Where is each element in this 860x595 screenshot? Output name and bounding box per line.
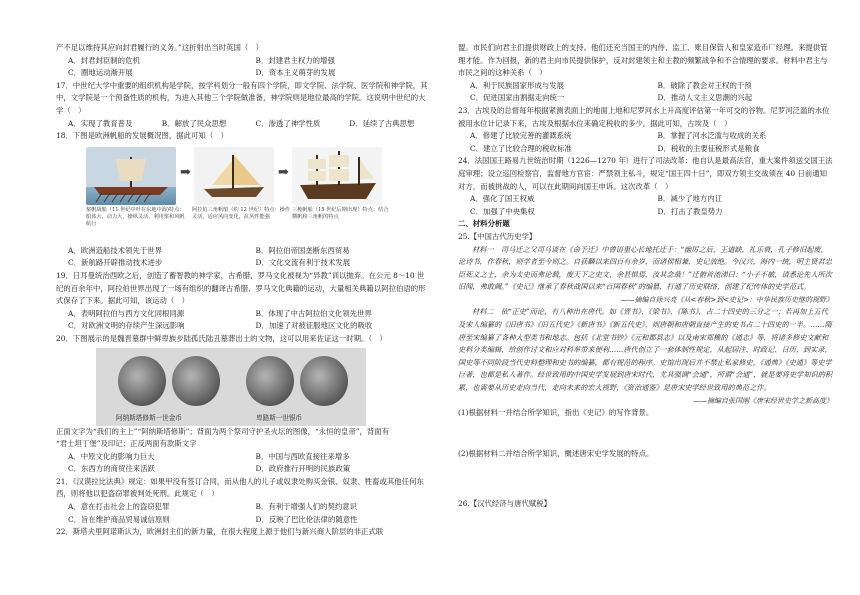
q26-title: 26.【汉代经济与唐代赋税】 [458, 499, 552, 509]
gold-coin-front-image [118, 356, 166, 406]
dhow-ship-image [194, 147, 274, 205]
q22-stem: 22．斯塔夫里阿诺斯认为，欧洲封主们的新力量，在很大程度上源于他们与新兴商人阶层的非正式联 [56, 527, 384, 537]
silver-coin-front-image [246, 356, 294, 406]
q17-options [56, 118, 431, 131]
q20-option-a[interactable]: A．中原文化的影响力巨大 [68, 451, 155, 461]
q22-option-c[interactable]: C．促进国家由割据走向统一 [470, 93, 565, 103]
q20-desc-line1: 正面文字为“我们的主上”“阿纳斯塔修斯”；背面为两个祭司守护圣火坛的图像，“永恒的皇帝”，背面有 [56, 426, 390, 436]
q22-options-row2 [458, 92, 833, 105]
q19-option-a[interactable]: A．表明阿拉伯与西方文化同根同源 [68, 308, 185, 318]
q16-option-d[interactable]: D．资本主义萌芽的发展 [255, 68, 336, 78]
q24-stem: 24．法国国王路易九世统治时期（1226—1270 年）进行了司法改革：他自认是最高法官，重大案件须送交国王法庭审理；设立巡回检察官，监督地方官宦：严禁领主私斗，规定“国王四十日”，即双方领主交战须在 40 日前通知对方，而被挑战的人，可以在此期间向国王申诉。这次改革（ ） [458, 156, 833, 191]
q18-option-b[interactable]: B．阿拉伯帝国垄断东西贸易 [255, 245, 350, 255]
q17-option-a[interactable]: A．实现了教育普及 [68, 118, 133, 128]
q17-stem: 17．中世纪大学中重要的组织机构是学院，按学科划分一般有四个学院，即文学院、法学院、医学院和神学院，其中，文学院是一个预备性质的机构，为进入其他三个学院做准备，神学院则是地位最高的学院。这说明中世纪的大学（ ） [56, 80, 428, 115]
q19-option-b[interactable]: B．体现了中古阿拉伯文化领先世界 [255, 308, 372, 318]
q20-option-b[interactable]: B．中国与西欧直接往来增多 [255, 451, 350, 461]
three-mast-caption: 三桅帆船（15 世纪后期出现）特点：结合横帆和三角帆的特点 [292, 206, 389, 220]
q21-option-a[interactable]: A．意在打击社会上的盗窃犯罪 [68, 502, 170, 512]
silver-coin-caption: 卑路斯一世银币 [256, 413, 303, 422]
q23-options-row1 [458, 130, 833, 143]
q20-option-c[interactable]: C．东西方的商贸往来活跃 [68, 464, 155, 474]
q19-options-row2 [56, 320, 431, 333]
q20-options-row1 [56, 451, 431, 464]
q25-part2: (2)根据材料二并结合所学知识，概述唐宋史学发展的特点。 [458, 448, 654, 458]
sailing-ship-figure [86, 147, 389, 243]
q16-option-b[interactable]: B．封建君主权力的增强 [255, 55, 335, 65]
arrow-right-icon-2: ➡ [278, 164, 289, 180]
q16-options-row2 [56, 67, 431, 80]
q25-title: 25.【中国古代历史学】 [458, 231, 537, 241]
arrow-right-icon: ➡ [180, 164, 191, 180]
q24-options-row1 [458, 193, 833, 206]
answer-space-2[interactable] [458, 460, 833, 498]
q19-option-c[interactable]: C．对欧洲文明的存续产生深远影响 [68, 321, 185, 331]
q24-option-d[interactable]: D．打击了教皇势力 [657, 206, 723, 216]
section-title: 二、材料分析题 [458, 219, 510, 229]
material-one-source: ——摘编自徐兴亮《从<春秋>到<史记>：中华民族历史继的视野》 [620, 295, 833, 304]
coin-figure [96, 348, 366, 426]
q17-option-b[interactable]: B．解放了民众思想 [161, 118, 227, 128]
three-mast-ship-image [292, 147, 382, 205]
material-one: 材料一 司马迁之父司马谈在《命予迁》中曾语重心长地托迁手：“幽厉之后，王道缺，礼乐衰，孔子修旧起废，论诗书，作春秋，则学者至今则之。自获麟以来四百有余岁，而诸侯相兼，史记放绝。今汉兴，海内一统，明主贤君忠臣死义之士，余为太史而弗论载，废天下之史文，余甚惧焉，汝其念哉！”迁俯首流涕曰：“小子不敏，请悉论先人所次旧闻，弗敢阙。”《史记》继承了春秋战国以来“百国春秋”的编篡，打通了历史联络，创建了纪传体的史学范式。 [458, 244, 832, 292]
q18-option-d[interactable]: D．文化交流有利于技术发展 [255, 258, 351, 268]
q23-option-c[interactable]: C．建立了比较合理的税收标准 [470, 143, 572, 153]
q24-option-a[interactable]: A．强化了国王权威 [470, 194, 535, 204]
q16-options-row1 [56, 55, 431, 68]
q23-stem: 23．古埃及的总督每年根据紧测表面上的地面上地和尼罗河水上升高度评估第一年可交的谷物。尼罗河泛滥的水位被用水位计记录下来，古埃及根据水位来确定税收的多少。据此可知，古埃及（ ） [458, 105, 830, 128]
answer-space-1[interactable] [458, 420, 833, 448]
q23-options-row2 [458, 143, 833, 156]
q24-options-row2 [458, 206, 833, 219]
q19-options-row1 [56, 308, 431, 321]
q18-option-c[interactable]: C．新航路开辟推动技术进步 [68, 258, 163, 268]
q16-option-a[interactable]: A．封君封臣制的危机 [68, 55, 140, 65]
q24-option-c[interactable]: C．加强了中央集权 [470, 206, 535, 216]
material-two: 材料二 依“正史”而论，有八种出在唐代。如《晋书》、《梁书》、《陈书》，占二十四史的三分之一；若再加上五代及宋人编纂的《旧唐书》《旧五代史》《新唐书》《新五代史》，则唐朝和唐朝直接产生的史书占二十四史的一半。……隋唐至宋编纂了各种大型类书和地志。包括《北堂书钞》《元和郡县志》以及南宋郑樵的《通志》等，将诸多修史文献和史料分类编辑，给创作讨文和应对科举带来便利……唐代创立了一套体制性规定，从起居注、时政记、日历，到实录，国史等不同阶段当代史料整理和史书的编纂，都有规范的程序。史馆出现后并不禁止私家修史，《通典》《史通》等史学巨著，也都是私人著作。经世致用的中国史学发展到唐宋时代，尤其强调“会通”，所谓“会通”，就是要将史学知识的积累，也需要从历史走向当代，走向未来的宏大视野，《资治通鉴》是唐宋史学经世致用的典范之作。 [458, 307, 833, 393]
q21-option-c[interactable]: C．旨在维护商品贸易诚信原则 [68, 514, 170, 524]
material-two-source: ——摘编自张国刚《唐宋经世史学之新高度》 [693, 396, 833, 405]
q20-stem: 20．下图展示的是魏晋墓群中鲜卑族步陆孤氏陆丑墓葬出土的文物，这可以用来佐证这一时期。（ ） [56, 333, 387, 343]
q23-option-a[interactable]: A．修建了比较完善的灌溉系统 [470, 131, 572, 141]
q22-option-a[interactable]: A．利于民族国家形成与发展 [470, 80, 565, 90]
silver-coin-back-image [300, 356, 348, 406]
gold-coin-caption: 阿纳斯塔修斯一世金币 [116, 413, 182, 422]
q20-options-row2 [56, 463, 431, 476]
q20-desc-line2: “君士坦丁堡”及印记；正反两面有款斯文字 [56, 439, 197, 449]
galley-ship-image [86, 147, 176, 205]
q21-stem: 21．《汉谟拉比法典》规定：如果甲没有签订合同，而从他人的儿子或奴隶处购买金银、奴隶、牲畜或其他任何东西，则将他以犯盗窃罪被判处死刑。此规定（ ） [56, 476, 424, 499]
q22-option-d[interactable]: D．推动人文主义思潮的兴起 [657, 93, 753, 103]
q18-options-row2 [56, 257, 431, 270]
q25-part1: (1)根据材料一并结合所学知识，指出《史记》的写作背景。 [458, 408, 654, 418]
q22-options-row1 [458, 80, 833, 93]
q20-option-d[interactable]: D．政府推行开明的民族政策 [255, 464, 351, 474]
q22-tail: 盟。市民们向君主们提供财政上的支持。他们还充当国王的内侍、监工、账目保管人和皇家造币厂经理。来提供管理才能。作为回报，新的君主向市民提供保护，反对封建领主和主教的频繁战争和不合情理的要求。材料中君主与市民之间的这种关系（ ） [458, 43, 828, 78]
right-column [458, 42, 833, 511]
q17-option-d[interactable]: D．延续了古典思想 [349, 118, 415, 128]
q21-options-row2 [56, 514, 431, 527]
q21-option-b[interactable]: B．有利于增强人们的契约意识 [255, 502, 358, 512]
q21-option-d[interactable]: D．反映了巴比伦法律的随意性 [255, 514, 358, 524]
q19-option-d[interactable]: D．加速了对被征服地区文化的吸收 [255, 321, 373, 331]
galley-caption: 桨帆战船（11 世纪中叶在东地中海)特点：船体大，动力大，操纵灵活，利用桨和风帆航行 [86, 206, 185, 227]
q18-options-row1 [56, 245, 431, 258]
q22-option-b[interactable]: B．破除了教会对王权的干预 [657, 80, 752, 90]
q18-option-a[interactable]: A．欧洲造船技术领先于世界 [68, 245, 163, 255]
q23-option-b[interactable]: B．掌握了河水泛滥与收成的关系 [657, 131, 767, 141]
q18-stem: 18．下图是欧洲帆船的发展概况图，据此可知（ ） [56, 131, 229, 141]
q21-options-row1 [56, 501, 431, 514]
q19-stem: 19．日耳曼统治西欧之后，创造了蓄智教的神学家，古希腊，罗马文化被视为“异教”训以抛弃。在公元 8～10 世纪的百余年中，阿拉伯世界出现了一场有组织的翻译古希腊、罗马文化典籍的运动，大量相关典籍以阿拉伯语的形式保存了下来。据此可知，该运动（ ） [56, 270, 426, 306]
q17-option-c[interactable]: C．渗透了神学性质 [255, 118, 321, 128]
dhow-caption: 阿拉伯三角帆船（约 12 世纪）特点：操作灵活，适应风向变化，抗风性能强 [192, 206, 291, 220]
q23-option-d[interactable]: D．税收的主要征税形式是粮食 [657, 143, 760, 153]
q16-option-c[interactable]: C．圈地运动渐开展 [68, 68, 133, 78]
q24-option-b[interactable]: B．减少了地方内讧 [657, 194, 723, 204]
left-column [56, 42, 431, 539]
q16-tail: 产不足以维持其应向封君履行的义务。”这折射出当时英国（ ） [56, 43, 264, 52]
gold-coin-back-image [172, 356, 220, 406]
